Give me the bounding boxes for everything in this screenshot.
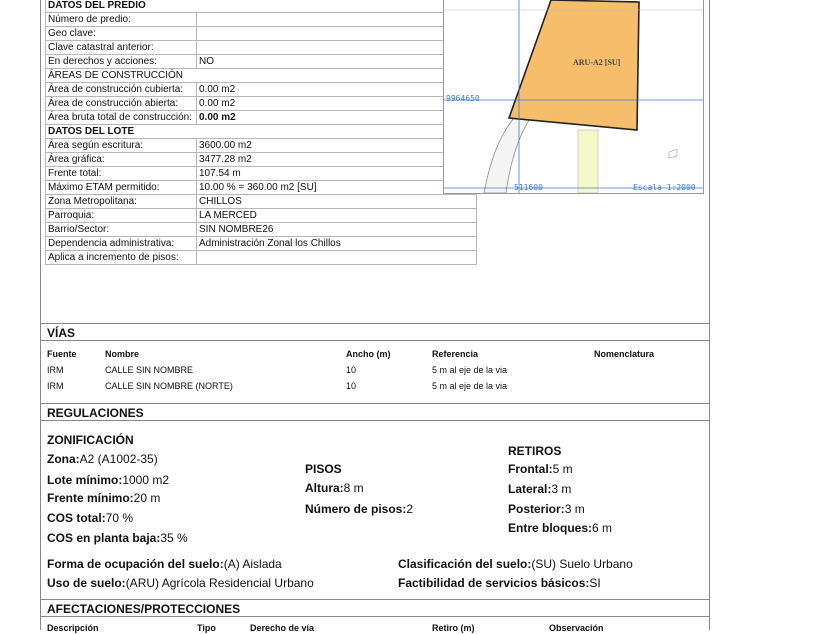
cos-total-field: COS total:70 % xyxy=(47,511,134,525)
table-row: Área según escritura: 3600.00 m2 xyxy=(46,139,477,153)
table-row: En derechos y acciones: NO xyxy=(46,55,477,69)
table-row: Número de predio: xyxy=(46,13,477,27)
table-row: Zona Metropolitana: CHILLOS xyxy=(46,195,477,209)
factibilidad-field: Factibilidad de servicios básicos:SI xyxy=(398,576,601,590)
table-row: Geo clave: xyxy=(46,27,477,41)
table-row: Área de construcción cubierta: 0.00 m2 xyxy=(46,83,477,97)
zona-field: Zona:A2 (A1002-35) xyxy=(47,452,158,466)
retiros-heading: RETIROS xyxy=(508,444,562,458)
retiro-frontal-field: Frontal:5 m xyxy=(508,462,573,476)
uso-suelo-field: Uso de suelo:(ARU) Agrícola Residencial Urbano xyxy=(47,576,314,590)
table-row: Barrio/Sector: SIN NOMBRE26 xyxy=(46,223,477,237)
altura-field: Altura:8 m xyxy=(305,481,364,495)
map-drawing xyxy=(444,0,703,193)
retiro-entre-bloques-field: Entre bloques:6 m xyxy=(508,521,613,535)
coord-x-label: 511600 xyxy=(514,183,543,192)
forma-ocupacion-field: Forma de ocupación del suelo:(A) Aislada xyxy=(47,557,282,571)
retiro-posterior-field: Posterior:3 m xyxy=(508,502,585,516)
lote-minimo-field: Lote mínimo:1000 m2 xyxy=(47,473,170,487)
retiro-lateral-field: Lateral:3 m xyxy=(508,482,572,496)
table-row: Máximo ETAM permitido: 10.00 % = 360.00 m2 [SU] xyxy=(46,181,477,195)
table-row: Área gráfica: 3477.28 m2 xyxy=(46,153,477,167)
coord-y-label: 9964650 xyxy=(446,94,480,103)
numero-pisos-field: Número de pisos:2 xyxy=(305,502,414,516)
property-table xyxy=(45,0,477,265)
pisos-heading: PISOS xyxy=(305,462,342,476)
clasificacion-suelo-field: Clasificación del suelo:(SU) Suelo Urbano xyxy=(398,557,633,571)
table-row: Área bruta total de construcción: 0.00 m2 xyxy=(46,111,477,125)
table-row: Área de construcción abierta: 0.00 m2 xyxy=(46,97,477,111)
table-row: Dependencia administrativa: Administración Zonal los Chillos xyxy=(46,237,477,251)
table-row: Aplica a incremento de pisos: xyxy=(46,251,477,265)
table-row: Clave catastral anterior: xyxy=(46,41,477,55)
parcel-label: ARU-A2 [SU] xyxy=(573,58,621,67)
table-row: Frente total: 107.54 m xyxy=(46,167,477,181)
frente-minimo-field: Frente mínimo:20 m xyxy=(47,491,161,505)
section-bar-vias: VÍAS xyxy=(41,323,709,341)
parcel-map xyxy=(443,0,704,194)
section-heading-areas: ÁREAS DE CONSTRUCCIÓN xyxy=(46,69,477,83)
table-row: Parroquia: LA MERCED xyxy=(46,209,477,223)
document-page: DATOS DEL PREDIO Número de predio: Geo clave: Clave catastral anterior: En derechos y acciones: NO ÁREAS DE CONSTRUCCIÓN Área de construcción cubierta: 0.00 m2 Área de construcción abierta: 0.00 m2 Área bruta total de construcción: 0.00 m2 DATOS DEL LOTE Área según escritura: 3600.00 m2 Área gráfica: 3477.28 m2 Frente total: 107.54 m Máximo ETAM permitido: 10.00 % = 360.00 m2 [SU] Zona Metropolitana: CHILLOS Parroquia: LA MERCED Barrio/Sector: SIN NOMBRE26 Dependencia administrativa: Administración Zonal los Chillos Aplica a incremento de pisos: ARU-A2 [SU] 9964650 511600 Escala 1:2000 VÍAS Fuente Nombre Ancho (m) Referencia Nomenclatura IRM CALLE SIN NOMBRE 10 5 m al eje de la via IRM CALLE SIN NOMBRE (NORTE) 10 5 m al eje de la via REGULACIONES ZONIFICACIÓN Zona:A2 (A1002-35) Lote mínimo:1000 m2 Frente mínimo:20 m COS total:70 % COS en planta baja:35 % PISOS Altura:8 m Número de pisos:2 RETIROS Frontal:5 m Lateral:3 m Posterior:3 m Entre bloques:6 m Forma de ocupación del suelo:(A) Aislada Uso de suelo:(ARU) Agrícola Residencial Urbano Clasificación del suelo:(SU) Suelo Urbano Factibilidad de servicios básicos:SI AFECTACIONES/PROTECCIONES Descripción Tipo Derecho de vía Retiro (m) Observación xyxy=(40,0,710,630)
section-heading-datos-predio: DATOS DEL PREDIO xyxy=(46,0,477,13)
zonificacion-heading: ZONIFICACIÓN xyxy=(47,433,134,447)
cos-planta-baja-field: COS en planta baja:35 % xyxy=(47,531,188,545)
neighbor-lot xyxy=(578,130,598,193)
scale-label: Escala 1:2000 xyxy=(633,183,696,192)
section-bar-regulaciones: REGULACIONES xyxy=(41,403,709,421)
section-bar-afectaciones: AFECTACIONES/PROTECCIONES xyxy=(41,599,709,617)
section-heading-datos-lote: DATOS DEL LOTE xyxy=(46,125,477,139)
